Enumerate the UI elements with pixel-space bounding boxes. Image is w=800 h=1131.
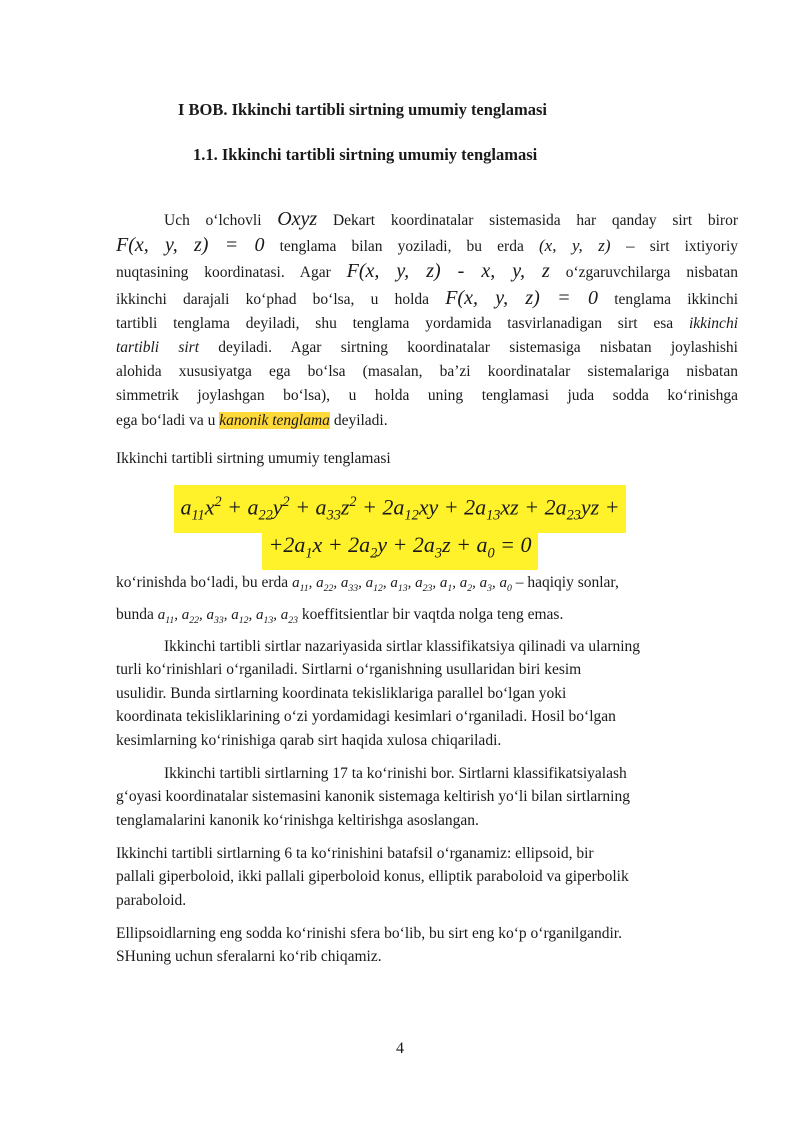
text-span: sirt ixtiyoriy: [634, 238, 739, 256]
italic-term: tartibli sirt: [116, 339, 199, 357]
coefficient-list: $a_{11}$, $a_{22}$, $a_{33}$, $a_{12}$, $a_{13}$, $a_{23}$: [157, 607, 299, 626]
text-line: pallali giperboloid, ikki pallali giperboloid konus, elliptik paraboloid va giperbolik: [116, 868, 629, 886]
paragraph-seventeen-types: [116, 762, 738, 832]
text-span: deyiladi. Agar sirtning koordinatalar sistemasiga nisbatan joylashishi: [199, 339, 738, 357]
italic-term: ikkinchi: [688, 314, 738, 332]
paragraph-sphere: [116, 922, 738, 969]
text-span: koeffitsientlar bir vaqtda nolga teng emas.: [298, 606, 564, 623]
text-line: turli ko‘rinishlari o‘rganiladi. Sirtlarni o‘rganishning usullaridan biri kesim: [116, 661, 582, 679]
general-equation-line-2: [0, 528, 800, 570]
section-title: 1.1. Ikkinchi tartibli sirtning umumiy tenglamasi: [193, 145, 538, 164]
page-number: 4: [396, 1040, 404, 1057]
paragraph-six-types: [116, 842, 738, 912]
text-line: Ikkinchi tartibli sirtlar nazariyasida sirtlar klassifikatsiya qilinadi va ularning: [164, 638, 641, 655]
intro-line: Ikkinchi tartibli sirtning umumiy tenglamasi: [116, 450, 391, 467]
general-equation-line-1: [0, 485, 800, 533]
text-span: ikkinchi darajali ko‘phad bo‘lsa, u holda: [116, 290, 446, 308]
chapter-title: I BOB. Ikkinchi tartibli sirtning umumiy tenglamasi: [178, 100, 548, 119]
math-function: F(x, y, z) - x, y, z: [346, 260, 550, 283]
text-span: bunda: [116, 606, 158, 623]
text-line: kesimlarning ko‘rinishiga qarab sirt haqida xulosa chiqariladi.: [116, 731, 502, 749]
text-span: tenglama bilan yoziladi, bu erda: [264, 238, 539, 256]
text-span: ko‘rinishda bo‘ladi, bu erda: [116, 574, 293, 591]
math-equation: F(x, y, z) = 0: [116, 234, 265, 257]
text-line: Ikkinchi tartibli sirtlarning 6 ta ko‘rinishini batafsil o‘rganamiz: ellipsoid, bir: [116, 845, 594, 862]
text-span: deyiladi.: [329, 411, 388, 429]
text-line: alohida xususiyatga ega bo‘lsa (masalan, ba’zi koordinatalar sistemalariga nisbatan: [116, 363, 738, 381]
math-coords: (x, y, z) –: [538, 236, 635, 256]
text-line: koordinata tekisliklarining o‘zi yordamidagi kesimlari o‘rganiladi. Hosil bo‘lgan: [116, 708, 616, 726]
math-equation: F(x, y, z) = 0: [445, 286, 598, 309]
text-line: Ellipsoidlarning eng sodda ko‘rinishi sfera bo‘lib, bu sirt eng ko‘p o‘rganilgandir.: [116, 925, 622, 942]
text-line: g‘oyasi koordinatalar sistemasini kanonik sistemaga keltirish yo‘li bilan sirtlarning: [116, 788, 630, 806]
text-span: tenglama ikkinchi: [598, 290, 739, 308]
text-line: tenglamalarini kanonik ko‘rinishga keltirishga asoslangan.: [116, 811, 479, 829]
text-line: usulidir. Bunda sirtlarning koordinata tekisliklariga parallel bo‘lgan yoki: [116, 684, 567, 702]
text-line: simmetrik joylashgan bo‘lsa), u holda uning tenglamasi juda sodda ko‘rinishga: [116, 387, 738, 405]
text-span: – haqiqiy sonlar,: [511, 574, 619, 591]
highlighted-equation: $a_{11}x^2 + a_{22}y^2 + a_{33}z^2 + 2a_{12}xy + 2a_{13}xz + 2a_{23}yz$ +: [174, 485, 625, 533]
math-oxyz: Oxyz: [277, 208, 318, 230]
text-span: Dekart koordinatalar sistemasida har qanday sirt biror: [317, 212, 738, 229]
paragraph-classification: [116, 635, 738, 752]
highlighted-equation: $+2a_1x + 2a_2y + 2a_3z + a_0 = 0$: [262, 528, 537, 570]
text-span: Uch o‘lchovli: [164, 212, 278, 229]
text-line: SHuning uchun sferalarni ko‘rib chiqamiz.: [116, 948, 382, 966]
text-span: ega bo‘ladi va u: [116, 411, 220, 429]
text-span: tartibli tenglama deyiladi, shu tenglama yordamida tasvirlanadigan sirt esa: [116, 314, 689, 332]
text-line: paraboloid.: [116, 891, 187, 909]
paragraph-coefficients: [116, 570, 738, 634]
paragraph-intro: [116, 207, 738, 433]
text-line: Ikkinchi tartibli sirtlarning 17 ta ko‘rinishi bor. Sirtlarni klassifikatsiyalash: [164, 765, 627, 782]
highlighted-term: kanonik tenglama: [219, 411, 330, 429]
text-span: nuqtasining koordinatasi. Agar: [116, 264, 347, 282]
coefficient-list: $a_{11}$, $a_{22}$, $a_{33}$, $a_{12}$, $a_{13}$, $a_{23}$, $a_1$, $a_2$, $a_3$, $a_0$: [292, 575, 512, 594]
text-span: o‘zgaruvchilarga nisbatan: [549, 264, 738, 282]
